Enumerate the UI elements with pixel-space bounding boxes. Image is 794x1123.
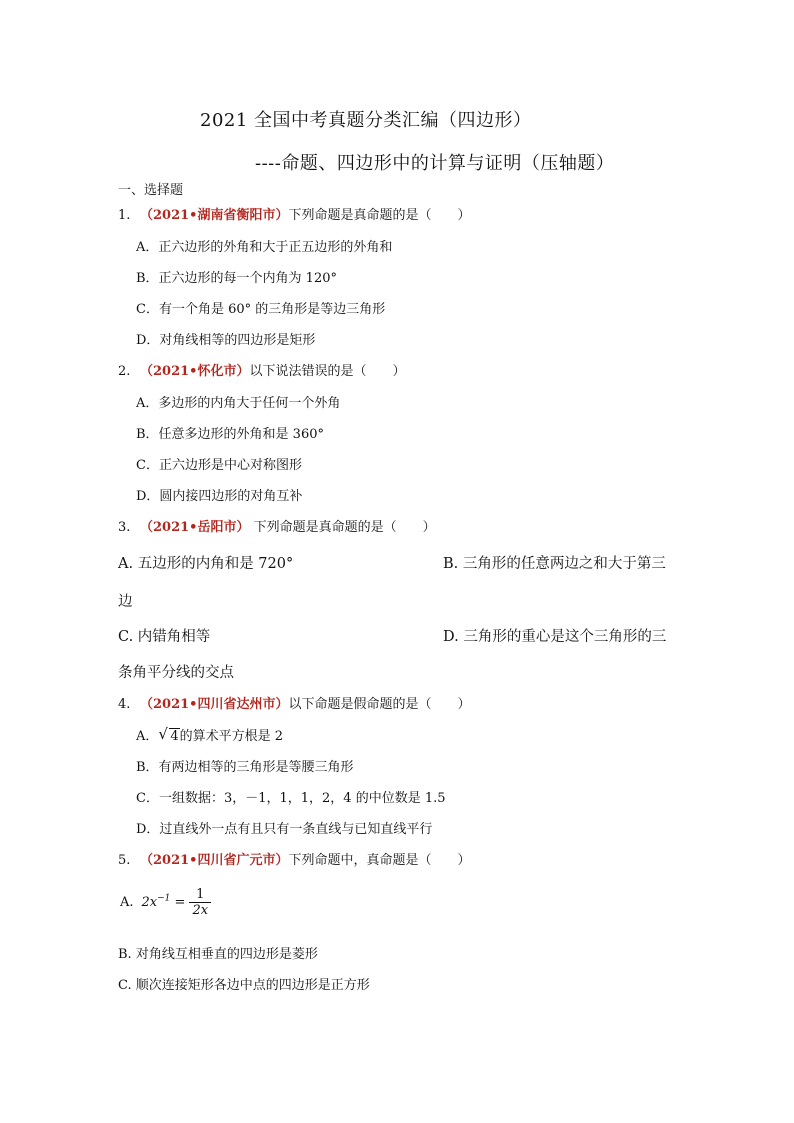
option-d: D．圆内接四边形的对角互补 [136, 489, 303, 504]
question-stem: 以下说法错误的是（ ） [249, 364, 406, 379]
formula-exponent: −1 [157, 893, 171, 904]
option-a-label: A. [120, 895, 134, 910]
option-a-text: 的算术平方根是 2 [179, 729, 284, 744]
fraction-denominator: 2x [192, 903, 209, 918]
option-a [136, 725, 284, 745]
formula-equals: = [170, 895, 186, 910]
question-stem: 以下命题是假命题的是（ ） [288, 697, 471, 712]
question-source: （2021•岳阳市） [140, 520, 250, 535]
question-number: 5. [118, 853, 131, 868]
option-b: B. 三角形的任意两边之和大于第三 [443, 556, 666, 572]
doc-subtitle: ----命题、四边形中的计算与证明（压轴题） [255, 153, 615, 174]
option-d: D．对角线相等的四边形是矩形 [136, 333, 316, 348]
question-source: （2021•怀化市） [140, 364, 250, 379]
formula-fraction [189, 887, 211, 918]
question-source: （2021•湖南省衡阳市） [140, 208, 289, 223]
radicand: 4 [170, 729, 179, 744]
option-b: B．任意多边形的外角和是 360° [136, 427, 324, 442]
option-b-continued: 边 [118, 594, 133, 610]
square-root [158, 725, 179, 745]
question-number: 2. [118, 364, 131, 379]
option-b: B．有两边相等的三角形是等腰三角形 [136, 760, 354, 775]
option-c: C．有一个角是 60° 的三角形是等边三角形 [136, 302, 386, 317]
doc-title: 2021 全国中考真题分类汇编（四边形） [200, 110, 532, 131]
option-c: C．正六边形是中心对称图形 [136, 458, 302, 473]
question-2 [118, 364, 406, 380]
option-b: B．正六边形的每一个内角为 120° [136, 271, 337, 286]
question-5 [118, 853, 471, 869]
option-a: A．多边形的内角大于任何一个外角 [136, 396, 341, 411]
question-stem: 下列命题中，真命题是（ ） [288, 853, 471, 868]
option-a: A. 五边形的内角和是 720° [118, 556, 294, 572]
question-stem: 下列命题是真命题的是（ ） [288, 208, 471, 223]
radical-sign-icon: √ [158, 725, 168, 743]
option-a: A．正六边形的外角和大于正五边形的外角和 [136, 240, 393, 255]
question-3 [118, 520, 436, 536]
question-4 [118, 697, 471, 713]
question-1 [118, 208, 471, 224]
question-source: （2021•四川省达州市） [140, 697, 289, 712]
question-source: （2021•四川省广元市） [140, 853, 289, 868]
option-d: D．过直线外一点有且只有一条直线与已知直线平行 [136, 822, 433, 837]
section-heading: 一、选择题 [118, 183, 184, 198]
option-a-formula [120, 887, 211, 918]
option-a-label: A． [136, 729, 159, 744]
option-b: B. 对角线互相垂直的四边形是菱形 [118, 947, 318, 962]
formula-lhs: 2x [141, 895, 158, 910]
fraction-numerator: 1 [189, 887, 211, 903]
question-number: 3. [118, 520, 131, 535]
question-stem: 下列命题是真命题的是（ ） [249, 520, 436, 535]
option-c: C. 顺次连接矩形各边中点的四边形是正方形 [118, 978, 370, 993]
option-d-continued: 条角平分线的交点 [118, 665, 234, 681]
question-number: 4. [118, 697, 131, 712]
option-c: C. 内错角相等 [118, 629, 211, 645]
question-number: 1. [118, 208, 131, 223]
option-d: D. 三角形的重心是这个三角形的三 [443, 629, 667, 645]
option-c: C．一组数据：3，－1，1，1，2，4 的中位数是 1.5 [136, 791, 446, 806]
